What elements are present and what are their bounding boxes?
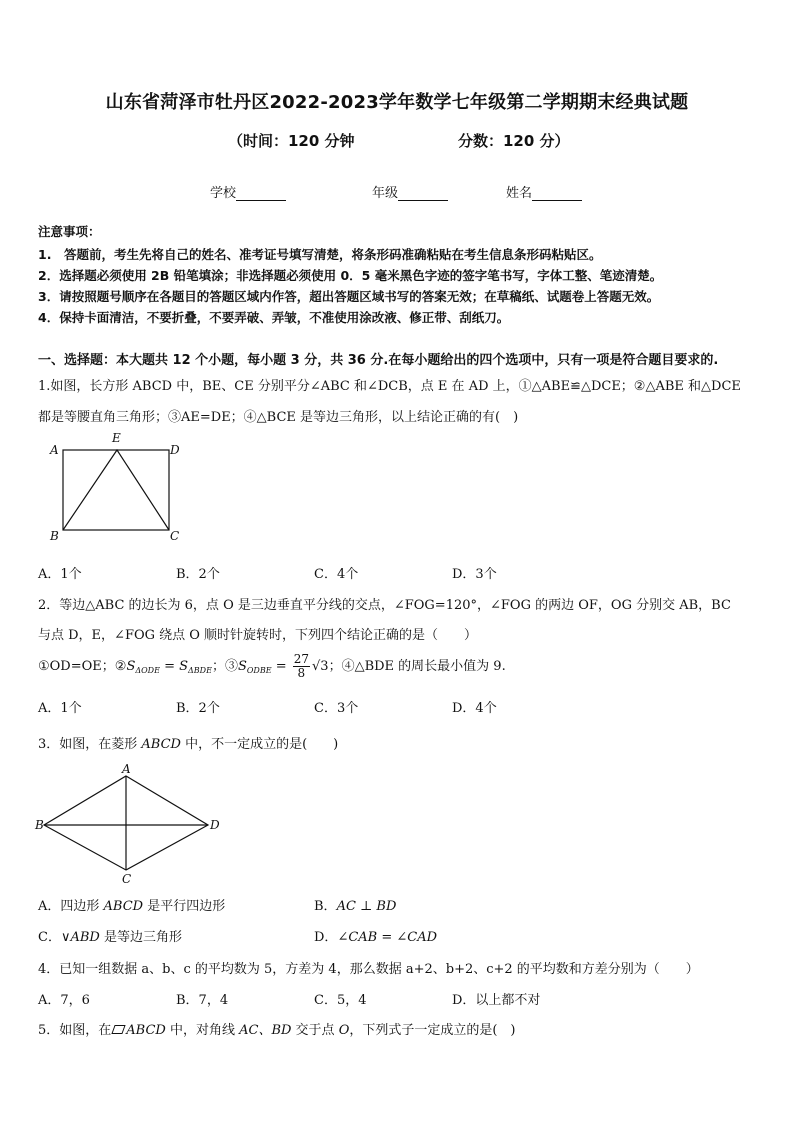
q3-option-math: ∨ABD [60,930,100,945]
q2-option-a: A．1个 [38,701,82,716]
school-field [210,182,286,201]
q3-stem [38,733,338,752]
q2-option-b: B．2个 [176,701,220,716]
q2-sqrt3: √3 [312,659,329,674]
q2-fraction [293,653,310,680]
grade-field [372,182,448,201]
q2-option-d: D．4个 [452,701,497,716]
q2-conclusion-1: ①OD=OE；② [38,659,127,674]
grade-label: 年级 [372,186,399,201]
q5-stem [38,1019,516,1038]
q3-stem-part: 中，不一定成立的是( ) [180,737,339,752]
parallelogram-icon [112,1025,126,1034]
q3-option-text: 是平行四边形 [143,899,226,914]
q2-sub-ode: ΔODE [135,666,160,675]
q3-option-d [314,926,437,945]
label-b: B [50,529,59,543]
q5-stem-diagonals: AC、BD [239,1023,292,1038]
q2-stem-line2: 与点 D，E，∠FOG 绕点 O 顺时针旋转时，下列四个结论正确的是（ ） [38,628,478,643]
q2-equals: = [159,659,180,674]
q3-option-text: A．四边形 [38,899,104,914]
q3-stem-part: 3．如图，在菱形 [38,737,142,752]
q1-stem-line1: 1.如图，长方形 ABCD 中，BE、CE 分别平分∠ABC 和∠DCB，点 E 在 AD 上，①△ABE≌△DCE；②△ABE 和△DCE [38,379,741,394]
label-a: A [50,443,59,457]
q2-area-s: S [179,659,189,674]
q1-option-d: D．3个 [452,567,497,582]
q5-stem-part: 5．如图，在 [38,1023,112,1038]
q4-stem: 4．已知一组数据 a、b、c 的平均数为 5，方差为 4，那么数据 a+2、b+2、c+2 的平均数和方差分别为（ ） [38,962,699,977]
name-label: 姓名 [506,186,533,201]
q1-option-c: C．4个 [314,567,359,582]
q4-option-a: A．7，6 [38,993,90,1008]
q3-option-a [38,895,225,914]
fraction-numerator: 27 [293,652,310,666]
q1-option-a: A．1个 [38,567,82,582]
note-item: 2．选择题必须使用 2B 铅笔填涂；非选择题必须使用 0．5 毫米黑色字迹的签字笔书写，字体工整、笔迹清楚。 [38,268,663,283]
q1-option-b: B．2个 [176,567,220,582]
q3-stem-abcd: ABCD [141,737,181,752]
triangle-bec [63,450,169,530]
label-b: B [35,818,44,832]
grade-blank [398,188,448,201]
note-item: 3．请按照题号顺序在各题目的答题区域内作答，超出答题区域书写的答案无效；在草稿纸、试题卷上答题无效。 [38,289,660,304]
q2-sub-bde: ΔBDE [188,666,212,675]
exam-time: （时间：120 分钟 [228,132,355,150]
q2-stem-line1: 2．等边△ABC 的边长为 6，点 O 是三边垂直平分线的交点，∠FOG=120°，∠FOG 的两边 OF，OG 分别交 AB，BC [38,598,731,613]
notes-heading: 注意事项： [38,224,101,239]
note-item: 4．保持卡面清洁，不要折叠，不要弄破、弄皱，不准使用涂改液、修正带、刮纸刀。 [38,310,510,325]
q2-option-c: C．3个 [314,701,359,716]
label-a: A [122,762,131,776]
fraction-denominator: 8 [297,666,306,680]
exam-score: 分数：120 分） [458,132,570,150]
q3-option-text: D． [314,930,338,945]
q5-stem-abcd: ABCD [126,1023,166,1038]
school-blank [236,188,286,201]
q3-option-math: ∠CAB = ∠CAD [337,930,438,945]
q1-rectangle-figure [44,428,194,548]
label-d: D [170,443,180,457]
q5-stem-part: ，下列式子一定成立的是( ) [349,1023,516,1038]
label-e: E [112,431,121,445]
q5-stem-part: 中，对角线 [165,1023,240,1038]
q4-option-c: C．5，4 [314,993,367,1008]
page-title: 山东省菏泽市牡丹区2022-2023学年数学七年级第二学期期末经典试题 [105,92,689,113]
q1-stem-line2: 都是等腰直角三角形；③AE=DE；④△BCE 是等边三角形，以上结论正确的有( ) [38,410,519,425]
q2-conclusion-3: ；③ [211,659,238,674]
q2-conclusion-4: ；④△BDE 的周长最小值为 9. [328,659,506,674]
q3-option-math: AC ⊥ BD [336,899,397,914]
q3-option-text: C． [38,930,61,945]
name-blank [532,188,582,201]
q2-conclusions [38,652,506,686]
q4-option-b: B．7，4 [176,993,229,1008]
q3-option-b [314,895,396,914]
section-heading: 一、选择题：本大题共 12 个小题，每小题 3 分，共 36 分.在每小题给出的四个选项中，只有一项是符合题目要求的. [38,353,719,368]
q4-option-d: D．以上都不对 [452,993,541,1008]
q2-sub-odbe: ODBE [246,666,272,675]
q2-area-s: S [237,659,247,674]
name-field [506,182,582,201]
label-c: C [122,872,132,886]
q3-option-math: ABCD [103,899,144,914]
rectangle-abcd [63,450,169,530]
q5-stem-part: 交于点 [291,1023,339,1038]
q2-equals: = [271,659,291,674]
q3-option-text: 是等边三角形 [99,930,182,945]
q5-stem-point-o: O [338,1023,350,1038]
school-label: 学校 [210,186,237,201]
q3-rhombus-figure [34,762,234,892]
label-c: C [170,529,180,543]
q3-option-text: B． [314,899,337,914]
q3-option-c [38,926,182,945]
q2-area-s: S [126,659,136,674]
note-item: 1. 答题前，考生先将自己的姓名、准考证号填写清楚，将条形码准确粘贴在考生信息条形码粘贴区。 [38,247,602,262]
label-d: D [210,818,220,832]
